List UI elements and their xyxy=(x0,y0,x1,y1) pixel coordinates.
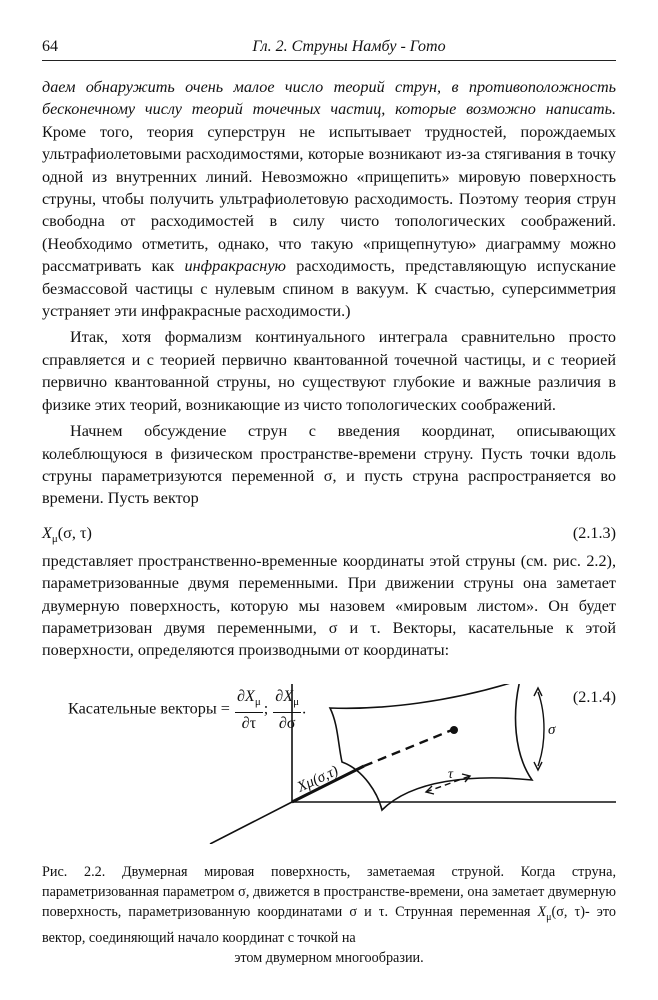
paragraph-4: представляет пространственно-временные координаты этой струны (см. рис. 2.2), параметризованные двумя переменными. При движении струны она заметает двумерную поверхность, которую мы назовем «мировым листом». Он будет параметризован двумя переменными, σ и τ. Векторы, касательные к этой поверхности, определяются производными от координаты: xyxy=(42,551,616,660)
paragraph-1-text-a: Кроме того, теория суперструн не испытывает трудностей, порождаемых ультрафиолетовыми расходимостями, которые возникают из-за стягивания в точку одной из внутренних линий. Невозможно «прищепить» мировую поверхность струны, чтобы получить ультрафиолетовую расходимость. Поэтому теория струн свободна от расходимостей в силу чисто топологических соображений. (Необходимо отметить, однако, что такую «прищепнутую» диаграмму можно рассматривать как xyxy=(42,122,616,276)
caption-args: (σ, τ) xyxy=(551,904,585,920)
string-vector-label: Xμ(σ,τ) xyxy=(294,762,341,796)
eq-separator: ; xyxy=(263,699,269,718)
equation-lhs xyxy=(42,522,92,551)
fraction-numerator: $\partial X_\mu$ xyxy=(273,686,301,713)
sigma-arrow xyxy=(538,692,544,766)
fraction-numerator: $\partial X_\mu$ xyxy=(235,686,263,713)
equation-number: (2.1.4) xyxy=(572,687,616,706)
paragraph-3: Начнем обсуждение струн с введения координат, описывающих колеблющуюся в физическом пространстве-времени струну. Пусть точки вдоль струны параметризуются переменной σ, и пусть струна распространяется во времени. Пусть вектор xyxy=(42,422,616,508)
main-text xyxy=(42,76,616,732)
paragraph-1 xyxy=(42,76,616,322)
fraction-denominator: ∂σ xyxy=(278,713,296,732)
eq-args: (σ, τ) xyxy=(57,523,92,542)
eq-end: . xyxy=(302,699,307,718)
caption-text-1: Рис. 2.2. Двумерная мировая поверхность, заметаемая струной. Когда струна, параметризованная параметром σ, движется в пространстве-времени, она заметает двумерную поверхность, параметризованную координатами σ и τ. Струнная переменная xyxy=(42,864,616,920)
page-number: 64 xyxy=(42,38,58,55)
eq-label: Касательные векторы = xyxy=(68,699,230,718)
eq-symbol: X xyxy=(42,523,52,542)
caption-body xyxy=(42,862,616,948)
italic-lead: даем обнаружить очень малое число теорий струн, в противоположность бесконечному числу теорий точечных частиц, которые возможно написать. xyxy=(42,78,616,119)
paragraph-2: Итак, хотя формализм континуального интеграла сравнительно просто справляется и с теорией первично квантованной точечной частицы, и с теорией первично квантованной струны, но существуют глубокие и важные различия в физике этих теорий, возникающие из чисто топологических соображений. xyxy=(42,328,616,414)
position-vector-dashed xyxy=(364,730,452,766)
fraction-denominator: ∂τ xyxy=(241,713,257,732)
running-title: Гл. 2. Струны Намбу - Гото xyxy=(252,38,446,55)
axis-diagonal xyxy=(210,802,292,844)
figure-caption xyxy=(42,862,616,968)
caption-last-line: этом двумерном многообразии. xyxy=(234,949,424,966)
paragraph-1-text-b: расходимость, представляющую испускание безмассовой частицы с нулевым спином в вакуум. К счастью, суперсимметрия устраняет эти инфракрасные расходимости.) xyxy=(42,257,616,321)
world-sheet-surface xyxy=(330,684,532,810)
caption-subscript: μ xyxy=(546,911,552,923)
italic-word: инфракрасную xyxy=(184,257,286,276)
figure-world-sheet xyxy=(42,684,616,844)
caption-text-2: - это вектор, соединяющий начало координат с точкой на xyxy=(42,904,616,946)
caption-symbol: X xyxy=(537,904,547,920)
sigma-label: σ xyxy=(548,722,556,738)
page-header xyxy=(42,38,616,61)
tau-label: τ xyxy=(448,767,454,782)
equation-2-1-3 xyxy=(42,516,616,550)
endpoint-dot xyxy=(450,726,458,734)
equation-number: (2.1.3) xyxy=(572,523,616,542)
eq-subscript: μ xyxy=(51,532,58,545)
